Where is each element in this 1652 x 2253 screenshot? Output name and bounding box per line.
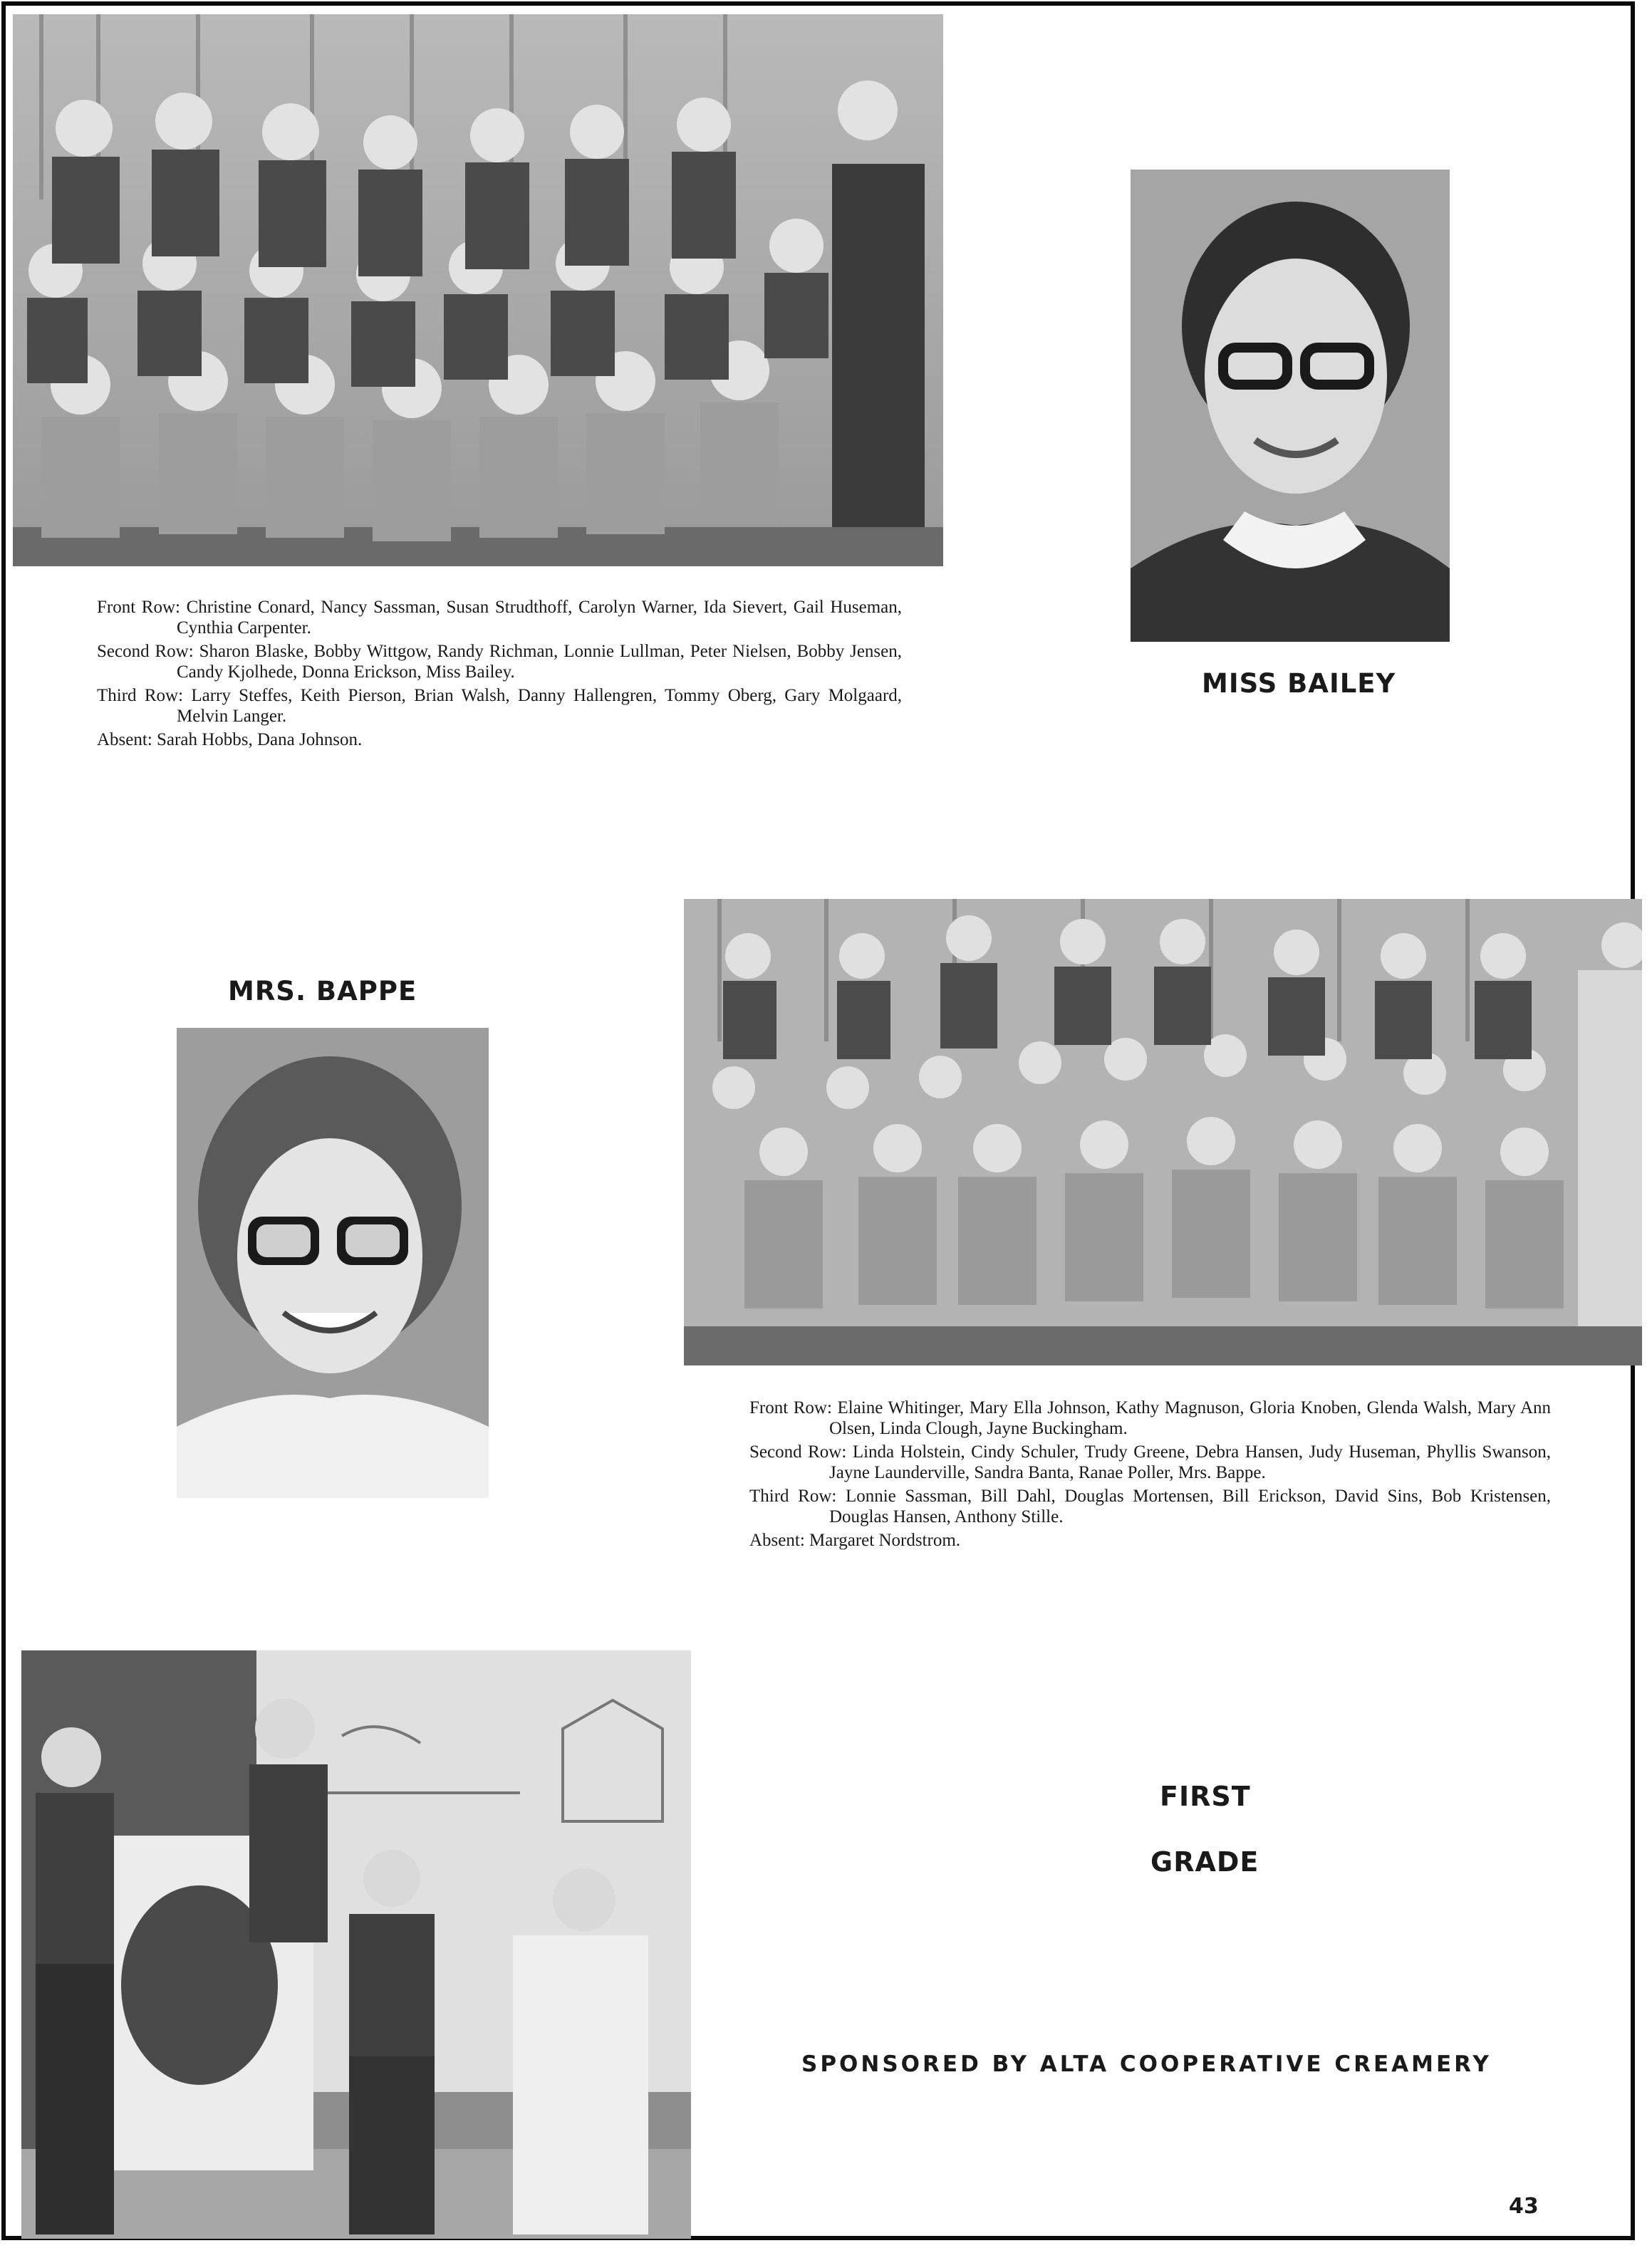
caption-front-row: Front Row: Elaine Whitinger, Mary Ella Johnson, Kathy Magnuson, Gloria Knoben, Glenda Walsh, Mary Ann Olsen, Linda Clough, Jayne Buckingham. — [749, 1398, 1551, 1438]
caption-absent: Absent: Margaret Nordstrom. — [749, 1531, 961, 1550]
portrait-miss-bailey — [1131, 170, 1450, 642]
section-heading-grade: GRADE — [1150, 1846, 1259, 1878]
class-photo-mrs-bappe — [684, 899, 1642, 1365]
caption-absent: Absent: Sarah Hobbs, Dana Johnson. — [97, 730, 363, 749]
class-photo-miss-bailey — [13, 14, 943, 566]
portrait-mrs-bappe — [177, 1028, 489, 1498]
teacher-name-miss-bailey: MISS BAILEY — [1202, 668, 1396, 699]
caption-miss-bailey-class — [97, 597, 902, 753]
caption-front-row: Front Row: Christine Conard, Nancy Sassman, Susan Strudthoff, Carolyn Warner, Ida Sievert, Gail Huseman, Cynthia Carpenter. — [97, 598, 903, 638]
sponsor-line: SPONSORED BY ALTA COOPERATIVE CREAMERY — [801, 2051, 1492, 2077]
caption-mrs-bappe-class — [749, 1398, 1551, 1554]
caption-second-row: Second Row: Sharon Blaske, Bobby Wittgow, Randy Richman, Lonnie Lullman, Peter Nielsen, Bobby Jensen, Candy Kjolhede, Donna Erickson, Miss Bailey. — [97, 642, 903, 682]
teacher-name-mrs-bappe: MRS. BAPPE — [228, 976, 417, 1006]
caption-second-row: Second Row: Linda Holstein, Cindy Schuler, Trudy Greene, Debra Hansen, Judy Huseman, Phyllis Swanson, Jayne Launderville, Sandra Banta, Ranae Poller, Mrs. Bappe. — [749, 1442, 1551, 1482]
caption-third-row: Third Row: Lonnie Sassman, Bill Dahl, Douglas Mortensen, Bill Erickson, David Sins, Bob Kristensen, Douglas Hansen, Anthony Stille. — [749, 1487, 1552, 1526]
classroom-candid-photo — [21, 1650, 691, 2239]
page-number: 43 — [1509, 2194, 1539, 2219]
section-heading-first: FIRST — [1160, 1781, 1251, 1812]
caption-third-row: Third Row: Larry Steffes, Keith Pierson, Brian Walsh, Danny Hallengren, Tommy Oberg, Gary Molgaard, Melvin Langer. — [97, 686, 903, 726]
